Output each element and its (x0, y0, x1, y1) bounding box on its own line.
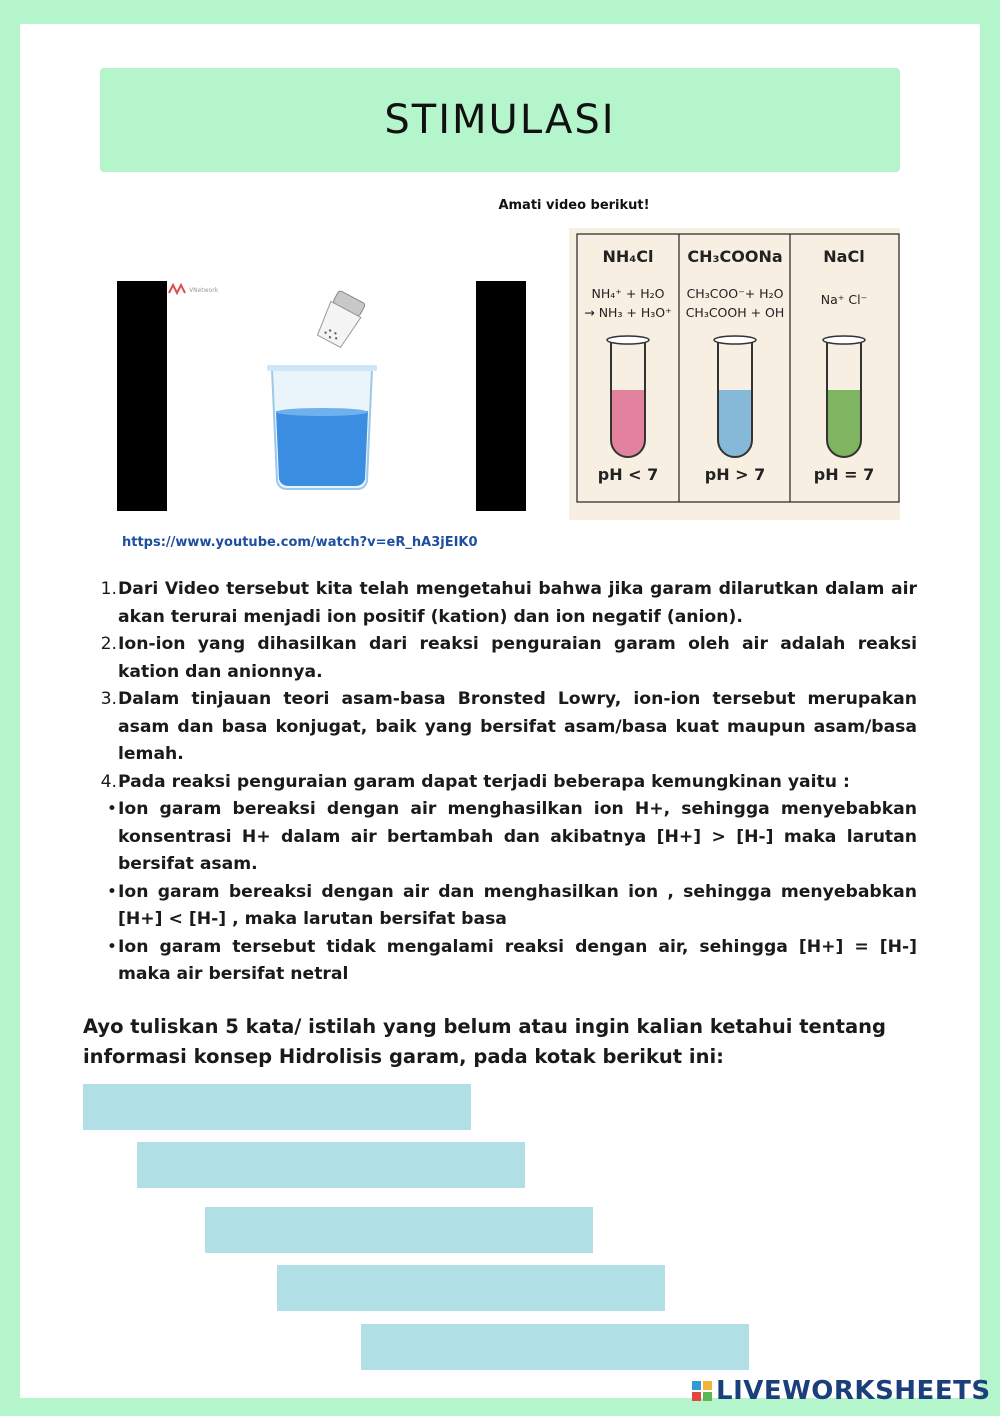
ph-label: pH = 7 (813, 465, 875, 484)
salt-label: NH₄Cl (602, 247, 654, 266)
tube-liquid (611, 390, 645, 457)
equation-line: CH₃COO⁻+ H₂O (686, 286, 784, 301)
equation-line: CH₃COOH + OH (685, 305, 785, 320)
equation-line: Na⁺ Cl⁻ (820, 292, 868, 307)
list-text: Ion-ion yang dihasilkan dari reaksi penguraian garam oleh air adalah reaksi kation dan anionnya. (118, 634, 917, 682)
list-text: Dari Video tersebut kita telah mengetahui bahwa jika garam dilarutkan dalam air akan terurai menjadi ion positif (kation) dan ion negatif (anion). (118, 579, 917, 627)
tube-rim (607, 336, 649, 344)
list-text: Ion garam tersebut tidak mengalami reaksi dengan air, sehingga [H+] = [H-] maka air bersifat netral (118, 936, 917, 984)
list-item (97, 769, 917, 797)
list-marker: 2. (100, 634, 117, 654)
list-item (97, 879, 917, 934)
video-thumbnail (117, 281, 526, 511)
answer-box-5[interactable] (361, 1324, 749, 1370)
answer-box-2[interactable] (137, 1142, 525, 1188)
salt-shaker-icon (314, 289, 367, 349)
answer-box-3[interactable] (205, 1207, 593, 1253)
worksheet-page (20, 24, 980, 1398)
salt-label: CH₃COONa (687, 247, 783, 266)
list-marker: 3. (100, 689, 117, 709)
list-text: Ion garam bereaksi dengan air menghasilkan ion H+, sehingga menyebabkan konsentrasi H+ dalam air bertambah dan akibatnya [H+] > [H-] maka larutan bersifat asam. (118, 799, 917, 874)
tube-rim (714, 336, 756, 344)
channel-logo-icon (169, 285, 185, 293)
list-item (97, 686, 917, 769)
brand-name: LIVEWORKSHEETS (716, 1376, 991, 1406)
page-title: STIMULASI (384, 97, 616, 143)
channel-watermark: VNetwork (189, 287, 219, 294)
test-tube-icon (823, 336, 865, 457)
list-item (97, 796, 917, 879)
liveworksheets-logo (692, 1374, 991, 1408)
title-banner (100, 68, 900, 172)
list-marker: • (106, 936, 117, 957)
list-text: Ion garam bereaksi dengan air dan menghasilkan ion , sehingga menyebabkan [H+] < [H-] , maka larutan bersifat basa (118, 881, 917, 929)
explanation-list (97, 576, 917, 989)
list-item (97, 576, 917, 631)
video-player[interactable] (117, 281, 526, 511)
youtube-link[interactable]: https://www.youtube.com/watch?v=eR_hA3jEIK0 (122, 535, 478, 550)
answer-box-1[interactable] (83, 1084, 471, 1130)
answer-box-4[interactable] (277, 1265, 665, 1311)
test-tube-icon (607, 336, 649, 457)
ph-label: pH < 7 (597, 465, 659, 484)
equation-line: → NH₃ + H₃O⁺ (584, 305, 672, 320)
test-tube-icon (714, 336, 756, 457)
equation-line: NH₄⁺ + H₂O (591, 286, 665, 301)
answer-prompt: Ayo tuliskan 5 kata/ istilah yang belum atau ingin kalian ketahui tentang informasi konsep Hidrolisis garam, pada kotak berikut ini: (83, 1015, 886, 1068)
list-marker: 1. (100, 579, 117, 599)
video-instruction: Amati video berikut! (498, 198, 650, 213)
list-marker: • (106, 799, 117, 819)
list-marker: 4. (100, 771, 117, 792)
salt-label: NaCl (823, 247, 865, 266)
beaker-icon (267, 365, 377, 489)
list-text: Dalam tinjauan teori asam-basa Bronsted Lowry, ion-ion tersebut merupakan asam dan basa konjugat, baik yang bersifat asam/basa kuat maupun asam/basa lemah. (118, 689, 917, 764)
list-text: Pada reaksi penguraian garam dapat terjadi beberapa kemungkinan yaitu : (118, 771, 850, 792)
tube-rim (823, 336, 865, 344)
list-item (97, 934, 917, 989)
logo-blocks-icon (692, 1381, 712, 1401)
ph-label: pH > 7 (704, 465, 766, 484)
ph-salt-figure (569, 228, 900, 520)
list-item (97, 631, 917, 686)
list-marker: • (106, 881, 117, 902)
tube-liquid (718, 390, 752, 457)
tube-liquid (827, 390, 861, 457)
